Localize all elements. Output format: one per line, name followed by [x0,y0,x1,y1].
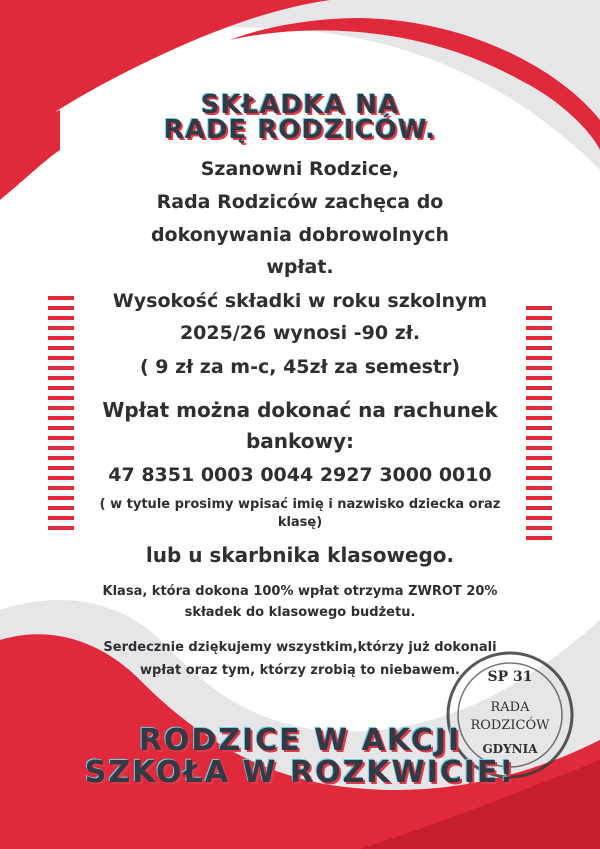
title-line-2: RADĘ RODZICÓW. [163,115,437,145]
stamp-middle-text-2: RODZICÓW [470,718,550,733]
thanks-line-2: wpłat oraz tym, którzy zrobią to niebawem. [140,663,460,678]
account-label-1: Wpłat można dokonać na rachunek [102,398,498,422]
fee-line-1: Wysokość składki w roku szkolnym [112,290,488,312]
stamp-top-text: SP 31 [487,669,533,685]
stamp-middle-text-1: RADA [490,700,530,715]
stamp-bottom-text: GDYNIA [482,742,538,756]
refund-line-2: składek do klasowego budżetu. [184,605,416,620]
intro-line-1: Rada Rodziców zachęca do [156,191,444,213]
thanks-line-1: Serdecznie dziękujemy wszystkim,którzy już dokonali [103,640,497,655]
greeting: Szanowni Rodzice, [200,158,400,180]
treasurer-line: lub u skarbnika klasowego. [145,543,455,567]
footer-line-2: SZKOŁA W ROZKWICIE! [84,755,516,790]
account-label-2: bankowy: [245,429,355,453]
note-line-1: ( w tytule prosimy wpisać imię i nazwisko dziecka oraz [99,497,501,512]
title-line-1: SKŁADKA NA [200,90,400,120]
intro-line-3: wpłat. [266,256,334,278]
fee-line-3: ( 9 zł za m-c, 45zł za semestr) [139,356,461,378]
account-number: 47 8351 0003 0044 2927 3000 0010 [108,464,492,486]
intro-line-2: dokonywania dobrowolnych [150,224,450,246]
fee-line-2: 2025/26 wynosi -90 zł. [179,322,421,344]
note-line-2: klasę) [277,515,323,530]
refund-line-1: Klasa, która dokona 100% wpłat otrzyma ZWROT 20% [102,584,498,599]
footer-line-1: RODZICE W AKCJI [138,723,462,758]
